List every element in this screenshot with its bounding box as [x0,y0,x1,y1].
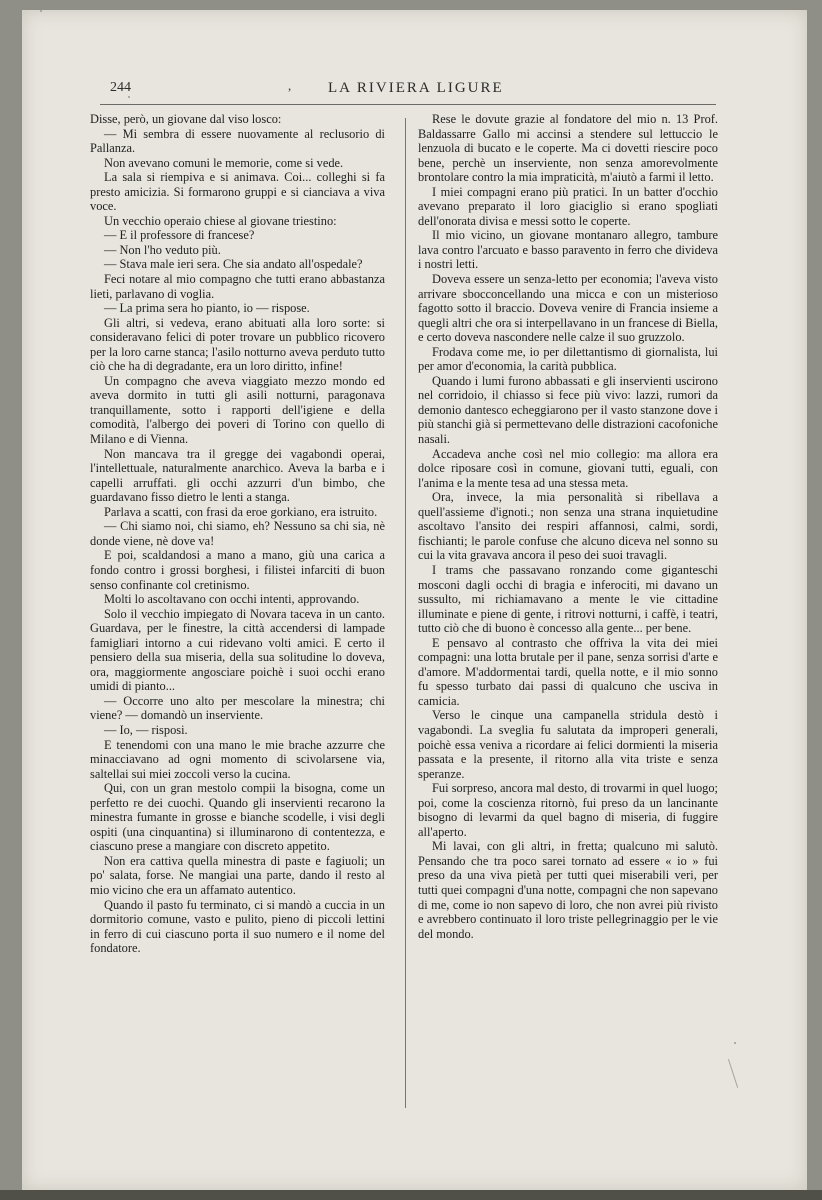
paragraph: I trams che passavano ronzando come giganteschi mosconi dagli occhi di bragia e inferociti, mi davano un sussulto, mi richiamavano a mente le vie cittadine illuminate e piene di gente, i ritrovi notturni, i caffè, i teatri, tutto ciò che di buono è concesso alla gente... per bene. [418,562,718,636]
paragraph: Verso le cinque una campanella stridula destò i vagabondi. La sveglia fu salutata da improperi generali, poichè essa veniva a ricordare ai felici dormienti la miseria passata e la presente, il ritorno alla vita triste e senza speranze. [418,708,718,781]
paragraph: Quando il pasto fu terminato, ci si mandò a cuccia in un dormitorio comune, vasto e pulito, pieno di piccoli lettini in ferro di cui ciascuno porta il suo numero e il nome del fondatore. [90,897,385,956]
scan-bottom-edge [0,1190,822,1200]
paragraph: E pensavo al contrasto che offriva la vita dei miei compagni: una lotta brutale per il pane, senza sorrisi d'arte e d'amore. M'addormentai tardi, quella notte, e il mio sonno fu spesso turbato dai passi di qualcuno che usciva in camicia. [418,635,718,708]
paper-speck [128,96,130,98]
paragraph: Qui, con un gran mestolo compii la bisogna, come un perfetto re dei cuochi. Quando gli inservienti recarono la minestra fumante in grosse e bianche scodelle, i visi degli ospiti (una cinquantina) si illuminarono di contentezza, e ciascuno prese a mangiare con discreto appetito. [90,781,385,854]
paragraph: Disse, però, un giovane dal viso losco: [90,112,282,126]
paragraph: E poi, scaldandosi a mano a mano, giù una carica a fondo contro i grossi borghesi, i filistei infarciti di buon senso confinante col cretinismo. [90,548,385,592]
paragraph: — Non l'ho veduto più. [104,242,221,257]
paragraph: Solo il vecchio impiegato di Novara taceva in un canto. Guardava, per le finestre, la città accendersi di lampade famigliari intorno a cui ridevano volti amici. E certo il pensiero della sua miseria, della sua solitudine lo doveva, ora, maggiormente angosciare poichè i suoi occhi erano umidi di pianto... [90,606,385,694]
paragraph: Non avevano comuni le memorie, come si vede. [104,155,344,170]
paragraph: Non mancava tra il gregge dei vagabondi operai, l'intellettuale, naturalmente anarchico. Aveva la barba e i capelli arruffati. gli occhi azzurri d'un bimbo, che guardavano fisso dietro le lenti a stanga. [90,446,385,505]
paragraph: Fui sorpreso, ancora mal desto, di trovarmi in quel luogo; poi, come la coscienza ritornò, fui preso da un lancinante bisogno di levarmi da quel bagno di miseria, di fuggire all'aperto. [418,781,718,839]
paragraph: La sala si riempiva e si animava. Coi... colleghi si fa presto amicizia. Si formarono gruppi e si cianciava a viva voce. [90,170,385,214]
paragraph: Frodava come me, io per dilettantismo di giornalista, lui per amor d'economia, la carità pubblica. [418,344,718,374]
right-column [418,112,718,941]
paragraph: Doveva essere un senza-letto per economia; l'aveva visto arrivare sbocconcellando una micca e con un misterioso fagotto sotto il braccio. Doveva venire di Francia insieme a quegli altri che ora si interpellavano in un francese di Biella, e certo doveva nascondere nelle calze il suo gruzzolo. [418,272,718,345]
paper-speck [40,10,42,12]
paragraph: Feci notare al mio compagno che tutti erano abbastanza lieti, parlavano di voglia. [90,272,385,301]
paragraph: — E il professore di francese? [104,228,255,243]
paragraph: E tenendomi con una mano le mie brache azzurre che minacciavano ad ogni momento di scivolarsene via, saltellai sui miei zoccoli verso la cucina. [90,737,385,781]
left-column [90,112,385,956]
paragraph: Molti lo ascoltavano con occhi intenti, approvando. [104,592,360,607]
paragraph: Accadeva anche così nel mio collegio: ma allora era dolce riposare così in comune, giovani tutti, eguali, con l'anima e la mente tesa ad una stessa meta. [418,446,718,490]
paragraph: Parlava a scatti, con frasi da eroe gorkiano, era istruito. [104,504,378,519]
paragraph: Un compagno che aveva viaggiato mezzo mondo ed aveva dormito in tutti gli asili notturni, paragonava tranquillamente, sotto i rapporti dell'igiene e della comodità, l'albergo dei poveri di Torino con quello di Milano e di Vienna. [90,373,385,447]
paragraph: Quando i lumi furono abbassati e gli inservienti uscirono nel corridoio, il chiasso si fece più vivo: lazzi, rumori da demonio dantesco echeggiarono per il vasto stanzone dove i più stanchi già si permettevano delle distrazioni cacofoniche nasali. [418,373,718,447]
paragraph: Non era cattiva quella minestra di paste e fagiuoli; un po' salata, forse. Ne mangiai una parte, dando il resto al mio vicino che era un affamato autentico. [90,853,385,897]
page-number: 244 [110,80,131,95]
paragraph: — Stava male ieri sera. Che sia andato all'ospedale? [104,257,363,272]
paragraph: Un vecchio operaio chiese al giovane triestino: [104,213,337,228]
paragraph: Il mio vicino, un giovane montanaro allegro, tambure lava contro l'arcuato e basso paravento in ferro che divideva i nostri letti. [418,228,718,272]
column-divider [405,118,406,1108]
running-header [100,80,720,104]
paragraph: — Occorre uno alto per mescolare la minestra; chi viene? — domandò un inserviente. [90,693,385,723]
paragraph: — La prima sera ho pianto, io — rispose. [104,301,310,316]
paragraph: — Mi sembra di essere nuovamente al reclusorio di Pallanza. [90,126,385,156]
paragraph: Ora, invece, la mia personalità si ribellava a quell'assieme d'ignoti.; non senza una strana inquietudine ascoltavo l'ansito dei respiri affannosi, calmi, sordi, fischianti; le parole confuse che alcuno diceva nel sonno su cui la vita gravava ancora il peso dei suoi travagli. [418,490,718,563]
paragraph: Rese le dovute grazie al fondatore del mio n. 13 Prof. Baldassarre Gallo mi accinsi a stendere sul lettuccio le lenzuola di bucato e le coperte. Ma ci dovetti riescire poco bene, perchè un inserviente, non senza amorevolmente brontolare contro la mia impraticità, m'aiutò a farmi il letto. [418,112,718,185]
paragraph: — Io, — risposi. [104,722,188,737]
paragraph: I miei compagni erano più pratici. In un batter d'occhio avevano preparato il loro giaciglio si erano spogliati dell'onorata divisa e messi sotto le coperte. [418,184,718,228]
paper-speck [734,1042,736,1044]
paragraph: — Chi siamo noi, chi siamo, eh? Nessuno sa chi sia, nè donde viene, nè dove va! [90,519,385,548]
header-mark: , [288,78,292,93]
paragraph: Gli altri, si vedeva, erano abituati alla loro sorte: si consideravano felici di poter trovare un pubblico ricovero per la loro carne stanca; l'asilo notturno aveva perduto tutto ciò che ha di degradante, era un loro diritto, infine! [90,315,385,374]
header-rule [100,104,716,105]
paragraph: Mi lavai, con gli altri, in fretta; qualcuno mi salutò. Pensando che tra poco sarei tornato ad essere « io » fui preso da una viva pietà per tutti quei miserabili veri, per tutti quei compagni d'una notte, compagni che non sapevano di me, come io non sapevo di loro, che non avrei più rivisto e avrebbero continuato il loro triste pellegrinaggio per le vie del mondo. [418,839,718,941]
journal-title: LA RIVIERA LIGURE [328,80,504,96]
